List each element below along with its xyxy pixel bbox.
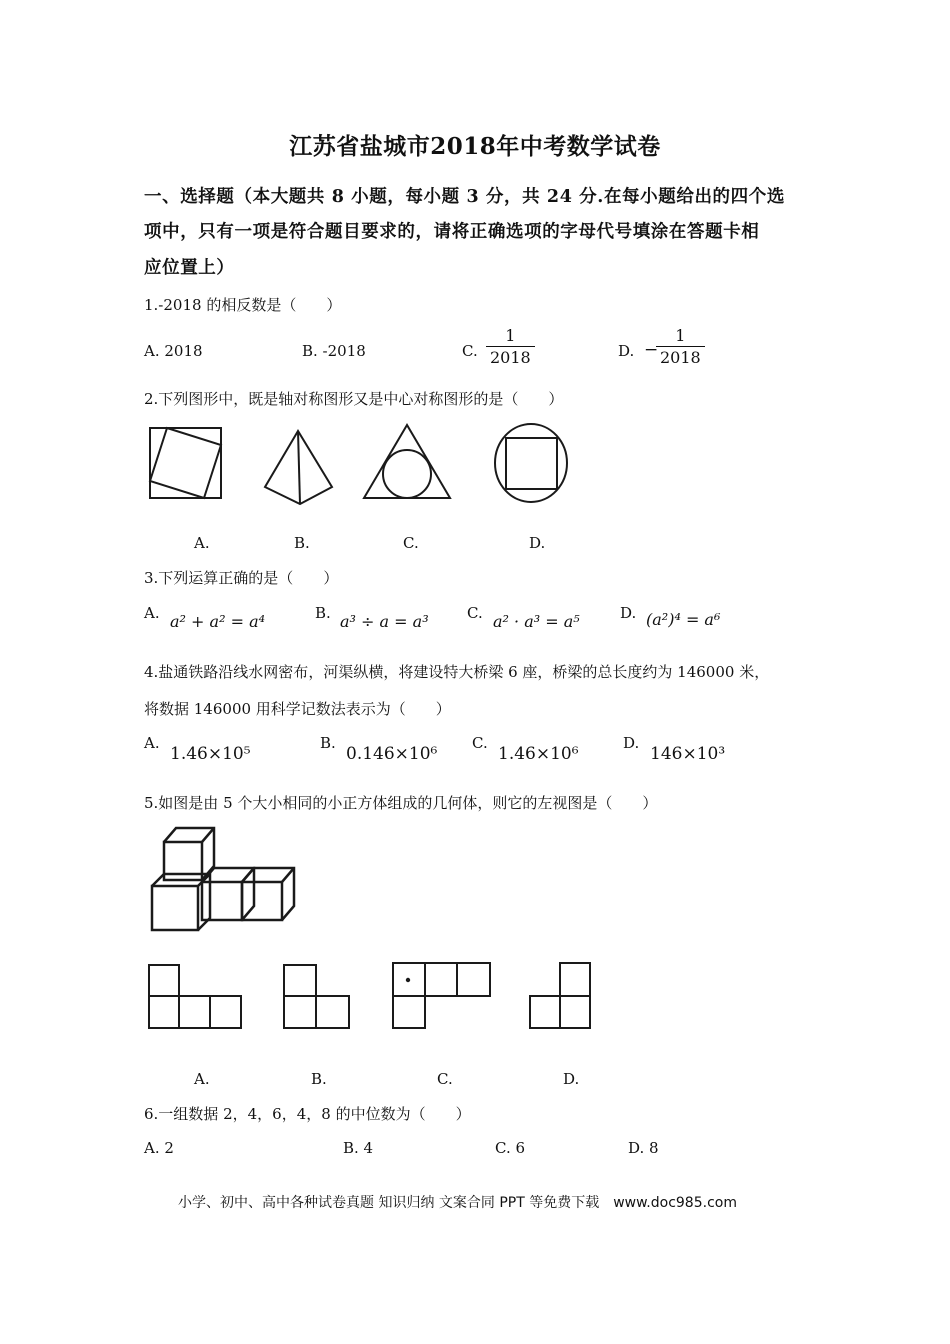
q5-cube-solid xyxy=(152,828,294,930)
fraction-denominator: 2018 xyxy=(490,348,531,367)
question-3-stem: 3.下列运算正确的是（ ） xyxy=(144,569,339,587)
q1-option-d-label: D. xyxy=(618,342,635,360)
q4-label-c: C. xyxy=(472,734,488,752)
question-5-stem: 5.如图是由 5 个大小相同的小正方体组成的几何体，则它的左视图是（ ） xyxy=(144,794,658,812)
q4-option-d-expr: 146×10³ xyxy=(650,744,726,764)
q4-option-a-expr: 1.46×10⁵ xyxy=(170,744,251,764)
q2-label-b: B. xyxy=(294,534,310,552)
q3-option-a-expr: a² + a² = a⁴ xyxy=(170,612,266,631)
question-6-stem: 6.一组数据 2，4，6，4，8 的中位数为（ ） xyxy=(144,1105,471,1123)
q2-label-a: A. xyxy=(194,534,210,552)
q3-label-d: D. xyxy=(620,604,637,622)
q2-figure-c-triangle-circle xyxy=(364,425,450,498)
q4-label-b: B. xyxy=(320,734,336,752)
q4-option-c-expr: 1.46×10⁶ xyxy=(498,744,579,764)
q3-option-c-expr: a² · a³ = a⁵ xyxy=(493,612,580,631)
q6-option-c: C. 6 xyxy=(495,1139,526,1157)
q3-label-c: C. xyxy=(467,604,483,622)
q3-label-b: B. xyxy=(315,604,331,622)
q5-option-d-view xyxy=(530,963,590,1028)
q4-label-d: D. xyxy=(623,734,640,752)
q5-label-a: A. xyxy=(194,1070,210,1088)
q5-label-b: B. xyxy=(311,1070,327,1088)
q4-option-b-expr: 0.146×10⁶ xyxy=(346,744,438,764)
q6-option-d: D. 8 xyxy=(628,1139,659,1157)
q2-label-c: C. xyxy=(403,534,419,552)
question-1-stem: 1.-2018 的相反数是（ ） xyxy=(144,296,342,314)
q2-figure-a-square xyxy=(150,428,221,498)
page-title: 江苏省盐城市2018年中考数学试卷 xyxy=(289,133,661,160)
q3-option-d-expr: (a²)⁴ = a⁶ xyxy=(646,610,721,629)
q1-option-d-sign: − xyxy=(644,340,659,360)
q6-option-b: B. 4 xyxy=(343,1139,374,1157)
q5-option-c-view xyxy=(393,963,490,1028)
q6-option-a: A. 2 xyxy=(144,1139,174,1157)
section-header-line-1: 一、选择题（本大题共 8 小题，每小题 3 分，共 24 分.在每小题给出的四个选 xyxy=(144,187,785,207)
fraction-denominator: 2018 xyxy=(660,348,701,367)
question-4-stem-line-2: 将数据 146000 用科学记数法表示为（ ） xyxy=(144,700,451,718)
question-2-stem: 2.下列图形中，既是轴对称图形又是中心对称图形的是（ ） xyxy=(144,390,564,408)
q3-label-a: A. xyxy=(144,604,160,622)
q5-option-a-view xyxy=(149,965,241,1028)
q1-option-b: B. -2018 xyxy=(302,342,366,360)
section-header-line-2: 项中，只有一项是符合题目要求的，请将正确选项的字母代号填涂在答题卡相 xyxy=(144,222,760,242)
section-header-line-3: 应位置上） xyxy=(144,258,235,278)
q5-label-d: D. xyxy=(563,1070,580,1088)
footer-text: 小学、初中、高中各种试卷真题 知识归纳 文案合同 PPT 等免费下载 www.doc985.com xyxy=(178,1195,737,1211)
q5-option-b-view xyxy=(284,965,349,1028)
q2-figure-d-circle-square xyxy=(495,424,567,502)
q2-label-d: D. xyxy=(529,534,546,552)
fraction-numerator: 1 xyxy=(486,326,535,347)
q3-option-b-expr: a³ ÷ a = a³ xyxy=(340,612,429,631)
question-4-stem-line-1: 4.盐通铁路沿线水网密布，河渠纵横，将建设特大桥梁 6 座，桥梁的总长度约为 146000 米， xyxy=(144,663,770,681)
q1-option-c-label: C. xyxy=(462,342,478,360)
q2-figure-b-kite xyxy=(265,431,332,504)
q5-label-c: C. xyxy=(437,1070,453,1088)
q4-label-a: A. xyxy=(144,734,160,752)
q1-option-a: A. 2018 xyxy=(144,342,203,360)
fraction-numerator: 1 xyxy=(656,326,705,347)
